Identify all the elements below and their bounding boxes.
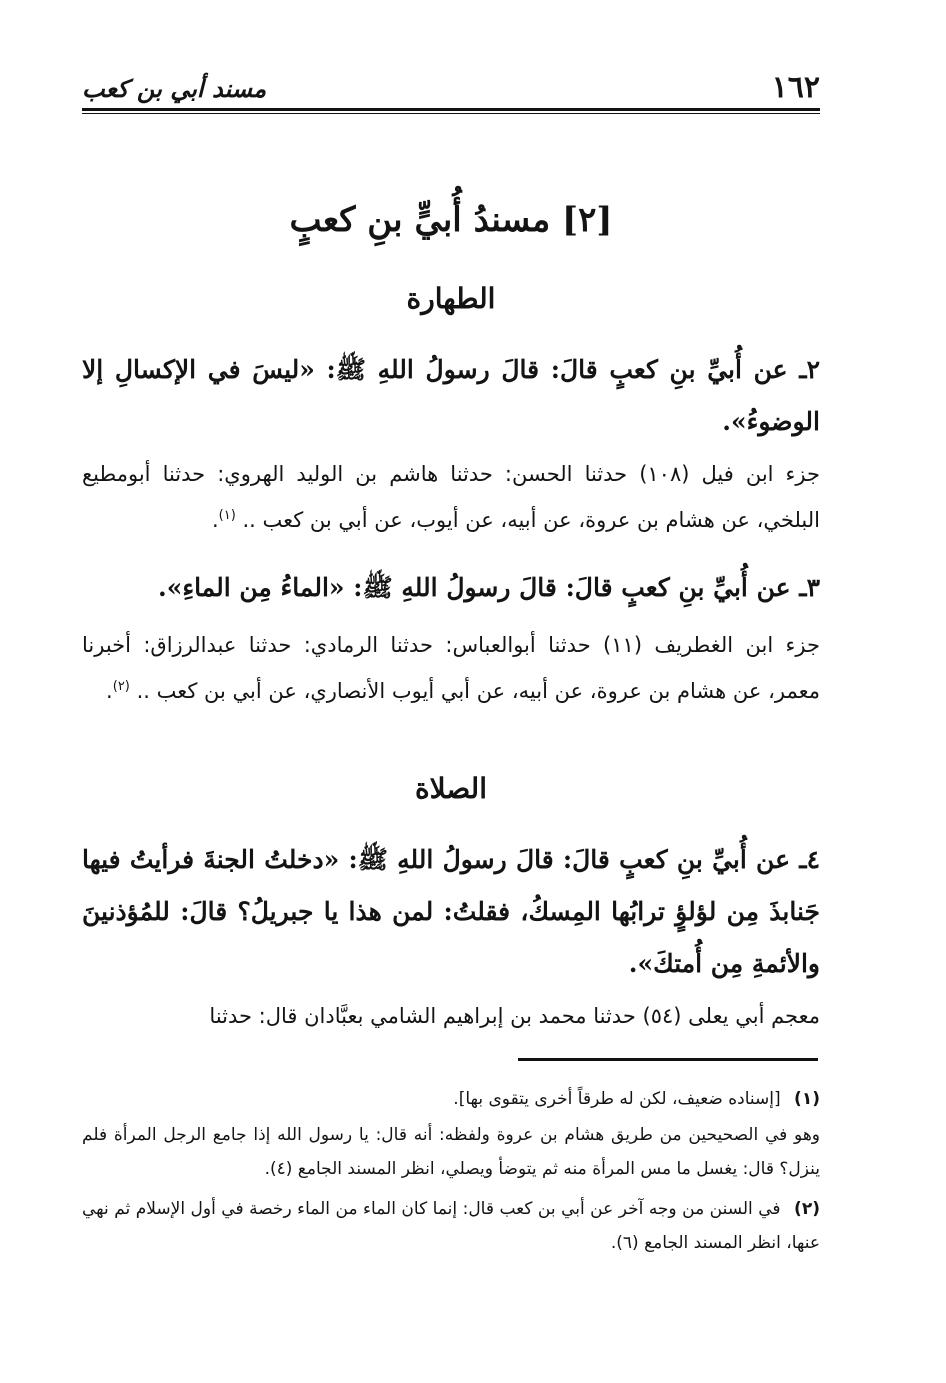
footnote-1 <box>82 1082 820 1116</box>
footnote-2-mark: (٢) <box>794 1199 820 1219</box>
running-title: مسند أبي بن كعب <box>82 74 267 103</box>
source-2-text: جزء ابن فيل (١٠٨) حدثنا الحسن: حدثنا هاشم بن الوليد الهروي: حدثنا أبومطيع البلخي، عن هشام بن عروة، عن أبيه، عن أيوب، عن أبي بن كعب .. <box>82 462 820 532</box>
hadith-4: ٤ـ عن أُبيِّ بنِ كعبٍ قالَ: قالَ رسولُ اللهِ ﷺ: «دخلتُ الجنةَ فرأيتُ فيها جَنابذَ مِن لؤلؤٍ ترابُها المِسكُ، فقلتُ: لمن هذا يا جبريلُ؟ قالَ: للمُؤذنينَ والأئمةِ مِن أُمتكَ». <box>82 845 820 978</box>
footnote-1-line-1: [إسناده ضعيف، لكن له طرقاً أخرى يتقوى بها]. <box>453 1089 781 1109</box>
source-3: جزء ابن الغطريف (١١) حدثنا أبوالعباس: حدثنا الرمادي: حدثنا عبدالرزاق: أخبرنا معمر، عن هشام بن عروة، عن أبيه، عن أبي أيوب الأنصاري، عن أبي بن كعب .. $^{(٢)}$. <box>82 633 820 703</box>
footnote-2-text: في السنن من وجه آخر عن أبي بن كعب قال: إنما كان الماء من الماء رخصة في أول الإسلام ثم نهي عنها، انظر المسند الجامع (٦). <box>82 1199 820 1253</box>
running-header <box>82 64 820 104</box>
header-rule <box>82 108 820 114</box>
footnote-ref-2: (٢) <box>112 679 130 694</box>
section-heading-purity: الطهارة <box>406 282 496 315</box>
footnote-2 <box>82 1192 820 1260</box>
footnote-1-continued: وهو في الصحيحين من طريق هشام بن عروة ولفظه: أنه قال: يا رسول الله إذا جامع الرجل المرأة فلم ينزل؟ قال: يغسل ما مس المرأة منه ثم يتوضأ ويصلي، انظر المسند الجامع (٤). <box>82 1125 820 1179</box>
source-4: معجم أبي يعلى (٥٤) حدثنا محمد بن إبراهيم الشامي بعبَّادان قال: حدثنا <box>209 1004 820 1028</box>
footnote-ref-1: (١) <box>218 508 236 523</box>
hadith-2: ٢ـ عن أُبيِّ بنِ كعبٍ قالَ: قالَ رسولُ اللهِ ﷺ: «ليسَ في الإكسالِ إلا الوضوءُ». <box>82 355 820 436</box>
footnote-rule <box>518 1058 818 1061</box>
section-heading-prayer: الصلاة <box>415 772 487 805</box>
source-2: جزء ابن فيل (١٠٨) حدثنا الحسن: حدثنا هاشم بن الوليد الهروي: حدثنا أبومطيع البلخي، عن هشام بن عروة، عن أبيه، عن أيوب، عن أبي بن كعب .. $^{(١)}$. <box>82 462 820 532</box>
chapter-title: [٢] مسندُ أُبيٍّ بنِ كعبٍ <box>289 200 613 240</box>
page-number: ١٦٢ <box>771 70 820 105</box>
hadith-3: ٣ـ عن أُبيِّ بنِ كعبٍ قالَ: قالَ رسولُ اللهِ ﷺ: «الماءُ مِن الماءِ». <box>157 573 820 602</box>
source-3-text: جزء ابن الغطريف (١١) حدثنا أبوالعباس: حدثنا الرمادي: حدثنا عبدالرزاق: أخبرنا معمر، عن هشام بن عروة، عن أبيه، عن أبي أيوب الأنصاري، عن أبي بن كعب .. <box>82 633 820 703</box>
footnote-1-mark: (١) <box>794 1089 820 1109</box>
